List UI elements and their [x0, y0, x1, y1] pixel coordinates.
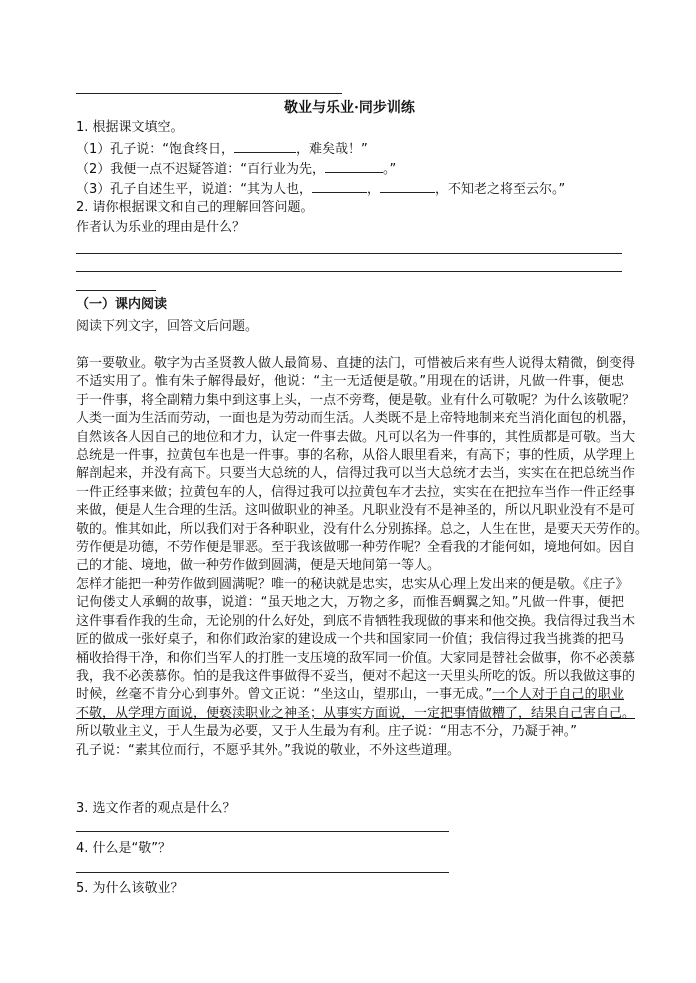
q1-item-3-text-b: ，	[367, 182, 381, 197]
section-heading: （一）课内阅读	[76, 297, 168, 312]
q1-item-3-text-a: （3）孔子自述生平，说道：“其为人也，	[76, 182, 313, 197]
passage-line: 匠的做成一张好桌子，和你们政治家的建设成一个共和国家同一价值；我信得过我当挑粪的把马	[76, 632, 624, 648]
passage-paragraph-2	[76, 576, 636, 760]
underlined-sentence-line	[76, 705, 636, 723]
passage-line: 桶收拾得干净，和你们当军人的打胜一支压境的敌军同一价值。大家同是替社会做事，你不必羡慕	[76, 650, 636, 666]
passage-line: 来做，便是人生合理的生活。这叫做职业的神圣。凡职业没有不是神圣的，所以凡职业没有不是可	[76, 503, 636, 519]
passage-line: 我，我不必羡慕你。怕的是我这件事做得不妥当，便对不起这一天里头所吃的饭。所以我做这事的	[76, 668, 636, 684]
passage-line: 敬的。惟其如此，所以我们对于各种职业，没有什么分别拣择。总之，人生在世，是要天天劳作的。	[76, 521, 649, 537]
q1-item-2	[76, 159, 396, 179]
fill-blank[interactable]	[312, 179, 367, 193]
passage-line: 怎样才能把一种劳作做到圆满呢？唯一的秘诀就是忠实，忠实从心理上发出来的便是敬。《庄子》	[76, 577, 629, 592]
passage-line-with-underline	[76, 686, 624, 704]
answer-line[interactable]	[76, 290, 156, 291]
underlined-sentence: 不敬，从学理方面说，便亵渎职业之神圣；从事实方面说，一定把事情做糟了，结果自己害自己。	[76, 705, 636, 721]
answer-line[interactable]	[76, 831, 449, 832]
passage-line-text: 时候，丝毫不肯分心到事外。曾文正说：“坐这山，望那山，一事无成。”	[76, 687, 493, 703]
passage-line: 人类一面为生活而劳动，一面也是为劳动而生活。人类既不是上帝特地制来充当消化面包的机器，	[76, 411, 636, 427]
underlined-sentence-start: 一个人对于自己的职业	[492, 687, 624, 703]
passage-paragraph-1	[76, 355, 649, 576]
q1-item-1	[76, 139, 368, 159]
section-instruction: 阅读下列文字，回答文后问题。	[76, 319, 259, 334]
answer-line[interactable]	[76, 253, 622, 254]
passage-line: 解剖起来，并没有高下。只要当大总统的人，信得过我可以当大总统才去当，实实在在把总统当作	[76, 466, 636, 482]
fill-blank[interactable]	[234, 139, 296, 153]
passage-line: 劳作便是功德，不劳作便是罪恶。至于我该做哪一种劳作呢？全看我的才能何如，境地何如。因自	[76, 539, 636, 555]
q4-prompt: 4. 什么是“敬”？	[76, 841, 172, 856]
passage-line: 记佝偻丈人承蜩的故事，说道：“虽天地之大，万物之多，而惟吾蜩翼之知。”凡做一件事，便把	[76, 595, 624, 611]
q2-prompt: 2. 请你根据课文和自己的理解回答问题。	[76, 200, 314, 215]
q1-prompt: 1. 根据课文填空。	[76, 120, 184, 135]
passage-line: 所以敬业主义，于人生最为必要，又于人生最为有利。庄子说：“用志不分，乃凝于神。”	[76, 724, 577, 740]
q1-item-1-text-a: （1）孔子说：“饱食终日，	[76, 142, 235, 157]
passage-line: 一件正经事来做；拉黄包车的人，信得过我可以拉黄包车才去拉，实实在在把拉车当作一件正经事	[76, 484, 636, 500]
q3-prompt: 3. 选文作者的观点是什么？	[76, 801, 236, 816]
q1-item-2-text-b: 。”	[383, 162, 397, 177]
fill-blank[interactable]	[325, 159, 383, 173]
header-rule	[76, 93, 342, 94]
passage-line: 孔子说：“素其位而行，不愿乎其外。”我说的敬业，不外这些道理。	[76, 742, 460, 758]
passage-line: 自然该各人因自己的地位和才力，认定一件事去做。凡可以名为一件事的，其性质都是可敬。当大	[76, 429, 636, 445]
page-title: 敬业与乐业·同步训练	[284, 100, 415, 116]
answer-line[interactable]	[76, 872, 449, 873]
q1-item-2-text-a: （2）我便一点不迟疑答道：“百行业为先，	[76, 162, 326, 177]
q1-item-3	[76, 179, 565, 199]
passage-line: 总统是一件事，拉黄包车也是一件事。事的名称，从俗人眼里看来，有高下；事的性质，从学理上	[76, 447, 636, 463]
passage-line: 己的才能、境地，做一种劳作做到圆满，便是天地间第一等人。	[76, 558, 441, 574]
answer-line[interactable]	[76, 271, 622, 272]
q1-item-3-text-c: ，不知老之将至云尔。”	[435, 182, 566, 197]
q1-item-1-text-b: ，难矣哉！”	[296, 142, 368, 157]
fill-blank[interactable]	[380, 179, 435, 193]
passage-line: 第一要敬业。敬字为古圣贤教人做人最简易、直捷的法门，可惜被后来有些人说得太精微，倒变得	[76, 356, 636, 371]
passage-line: 于一件事，将全副精力集中到这事上头，一点不旁骛，便是敬。业有什么可敬呢？为什么该敬呢？	[76, 392, 636, 408]
q2-question: 作者认为乐业的理由是什么？	[76, 220, 246, 235]
passage-line: 这件事看作我的生命，无论别的什么好处，到底不肯牺牲我现做的事来和他交换。我信得过我当木	[76, 613, 636, 629]
passage-line: 不适实用了。惟有朱子解得最好，他说：“主一无适便是敬。”用现在的话讲，凡做一件事，便忠	[76, 374, 624, 390]
q5-prompt: 5. 为什么该敬业？	[76, 881, 184, 896]
